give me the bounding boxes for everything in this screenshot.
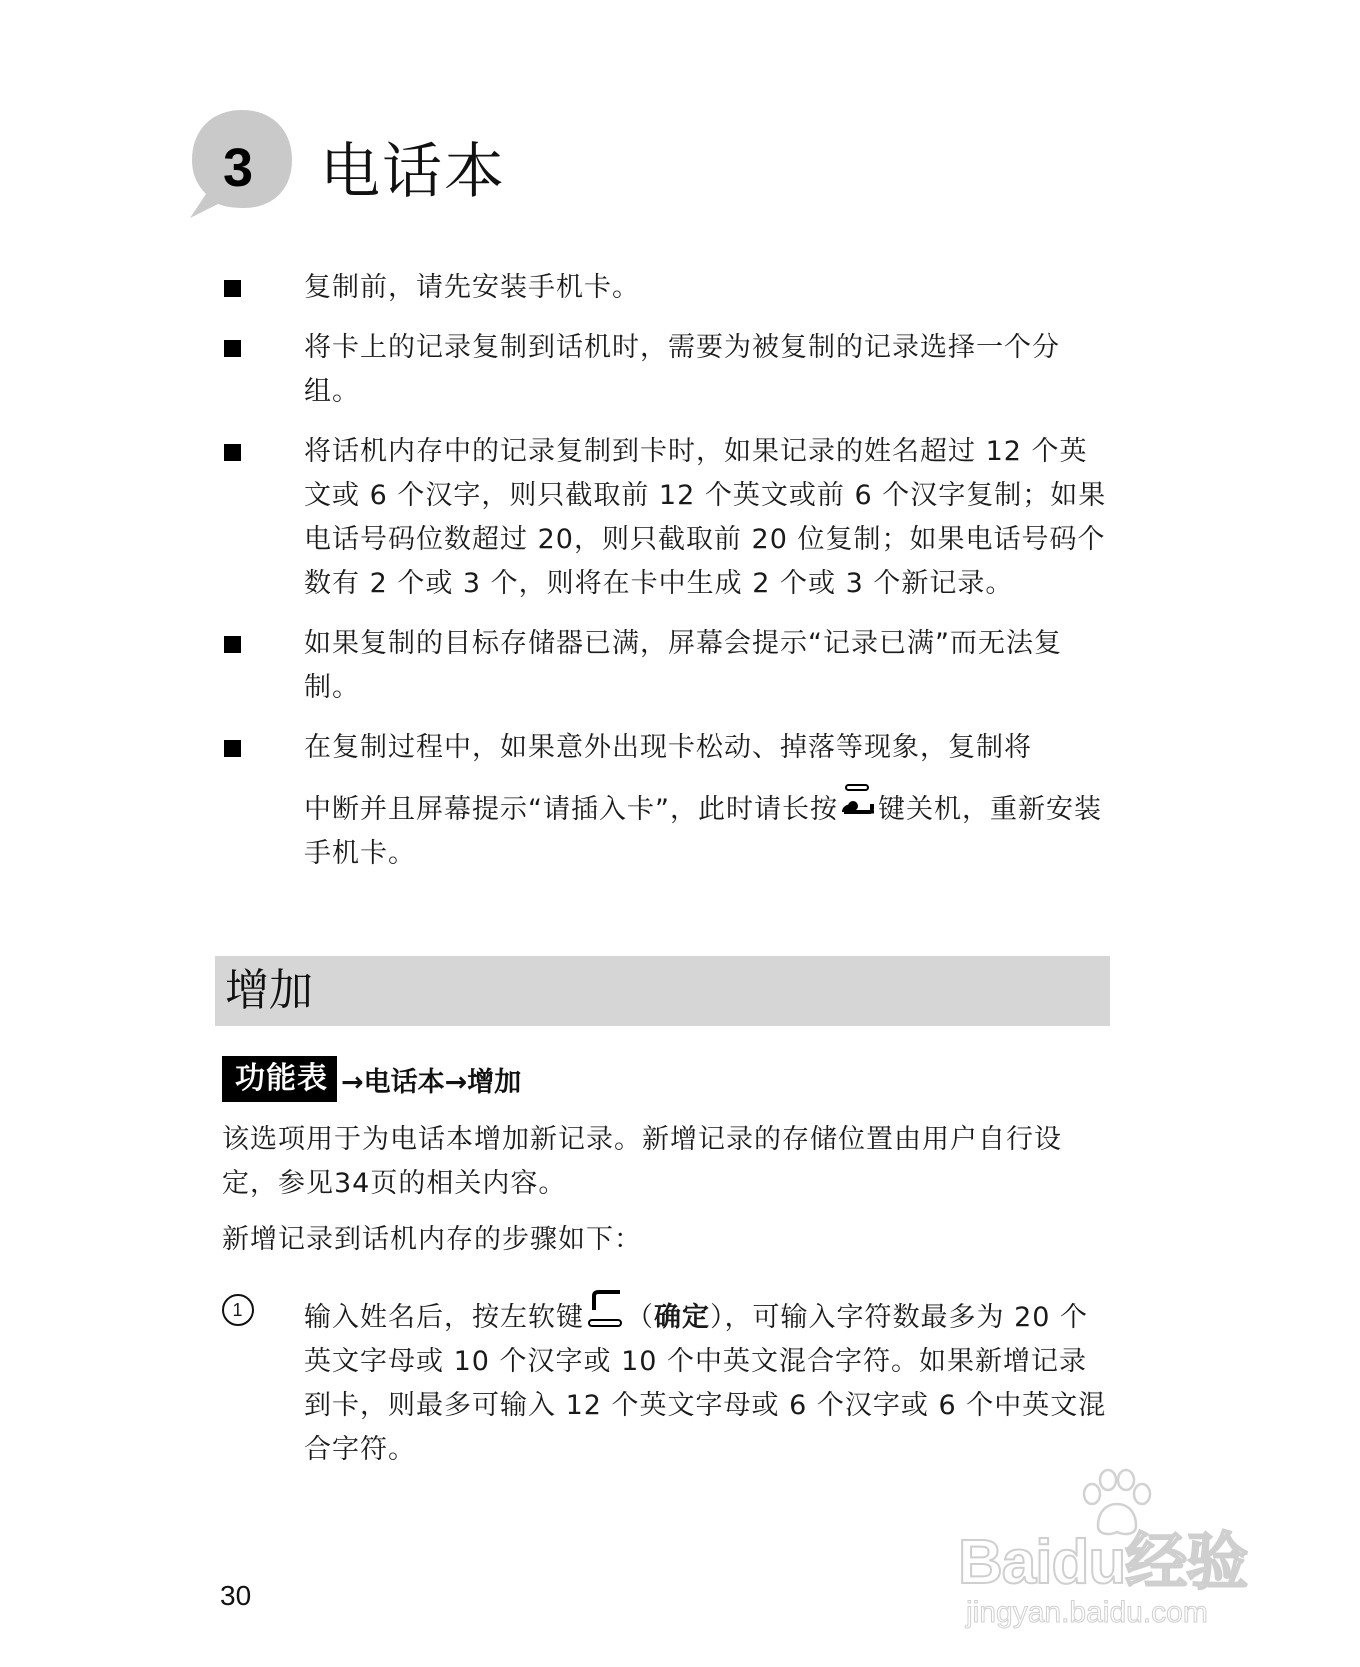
section-header — [215, 956, 1110, 1026]
step-bold-word: 确定 — [654, 1302, 710, 1333]
note-item — [222, 326, 1112, 414]
note-item — [222, 266, 1112, 310]
step-number-marker: 1 — [222, 1294, 254, 1326]
note-item — [222, 622, 1112, 710]
step-text-after-icon: （确定），可输入字符数最多为 20 个英文字母或 10 个汉字或 10 个中英文混合字符。如果新增记录到卡，则最多可输入 12 个英文字母或 6 个汉字或 6 个中英文混合字符。 — [304, 1302, 1107, 1465]
step-text-before-icon: 输入姓名后，按左软键 — [304, 1302, 584, 1333]
note-text-before-icon: 中断并且屏幕提示“请插入卡”，此时请长按 — [304, 794, 838, 825]
end-key-icon — [840, 784, 876, 824]
note-text-after-icon: 键关机，重新安装手机卡。 — [304, 794, 1102, 869]
menu-path-text: →电话本→增加 — [341, 1066, 522, 1098]
menu-path — [222, 1056, 521, 1102]
watermark-url: jingyan.baidu.com — [966, 1596, 1208, 1629]
description-paragraph: 该选项用于为电话本增加新记录。新增记录的存储位置由用户自行设定，参见34页的相关内容。 — [222, 1124, 1062, 1199]
notes-list — [222, 266, 1112, 892]
chapter-number: 3 — [222, 138, 254, 198]
left-softkey-icon — [586, 1290, 624, 1334]
baidu-watermark — [958, 1468, 1288, 1638]
note-text: 将话机内存中的记录复制到卡时，如果记录的姓名超过 12 个英文或 6 个汉字，则只截取前 12 个英文或前 6 个汉字复制；如果电话号码位数超过 20，则只截取前 20 位复制；如果电话号码个数有 2 个或 3 个，则将在卡中生成 2 个或 3 个新记录。 — [304, 436, 1107, 599]
steps-intro: 新增记录到话机内存的步骤如下： — [222, 1224, 642, 1255]
menu-chip: 功能表 — [222, 1056, 337, 1102]
note-text: 将卡上的记录复制到话机时，需要为被复制的记录选择一个分组。 — [304, 332, 1060, 407]
square-bullet-icon — [224, 280, 241, 297]
section-title: 增加 — [225, 965, 313, 1016]
square-bullet-icon — [224, 636, 241, 653]
note-text-line1: 在复制过程中，如果意外出现卡松动、掉落等现象，复制将 — [304, 732, 1032, 763]
square-bullet-icon — [224, 740, 241, 757]
chapter-title: 电话本 — [320, 137, 506, 207]
note-text-line2 — [304, 784, 1112, 876]
step-item — [222, 1290, 1112, 1472]
note-text: 复制前，请先安装手机卡。 — [304, 272, 640, 303]
note-item — [222, 430, 1112, 606]
page-number: 30 — [220, 1580, 252, 1611]
note-item — [222, 726, 1112, 876]
watermark-logo: Baidu经验 — [958, 1528, 1248, 1597]
square-bullet-icon — [224, 340, 241, 357]
square-bullet-icon — [224, 444, 241, 461]
note-text: 如果复制的目标存储器已满，屏幕会提示“记录已满”而无法复制。 — [304, 628, 1062, 703]
